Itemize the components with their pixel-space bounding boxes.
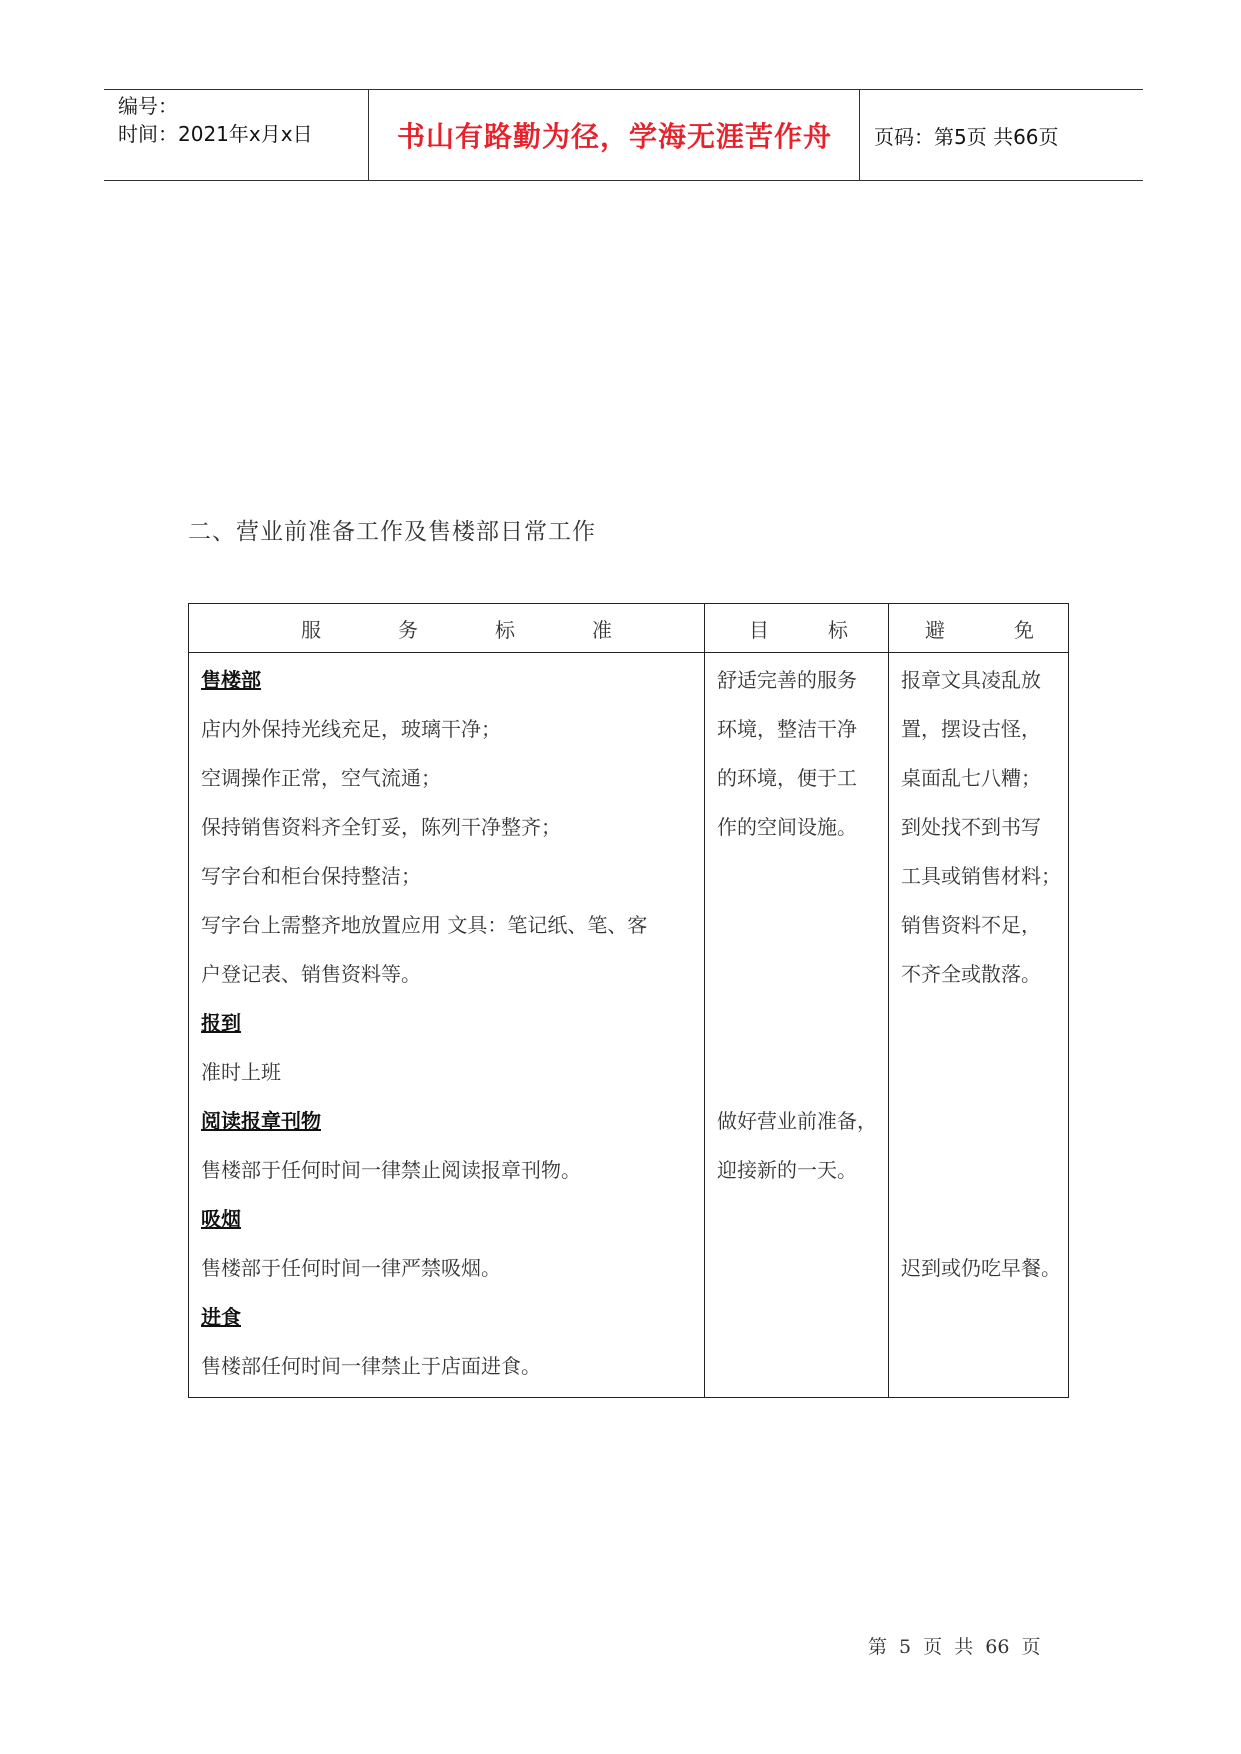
- header-char: 服: [301, 617, 321, 642]
- header-char: 避: [925, 617, 945, 642]
- text-line: 工具或销售材料；: [901, 864, 1061, 888]
- text-line: 迎接新的一天。: [717, 1158, 857, 1182]
- header-divider: [859, 90, 860, 180]
- text-line: 的环境，便于工: [717, 766, 857, 790]
- number-label: 编号：: [118, 94, 178, 118]
- text-line: 售楼部任何时间一律禁止于店面进食。: [201, 1354, 541, 1378]
- text-line: 准时上班: [201, 1060, 281, 1084]
- table-row: [189, 653, 1069, 1398]
- text-line: 写字台上需整齐地放置应用 文具：笔记纸、笔、客: [201, 913, 648, 937]
- text-line: 销售资料不足，: [901, 913, 1041, 937]
- header-char: 标: [495, 617, 515, 642]
- text-line: 空调操作正常，空气流通；: [201, 766, 441, 790]
- text-line: 迟到或仍吃早餐。: [901, 1256, 1061, 1280]
- text-line: 不齐全或散落。: [901, 962, 1041, 986]
- section-title: 二、营业前准备工作及售楼部日常工作: [188, 519, 596, 545]
- text-line: 售楼部于任何时间一律禁止阅读报章刊物。: [201, 1158, 581, 1182]
- subsection-heading: 售楼部: [201, 668, 261, 692]
- text-line: 店内外保持光线充足，玻璃干净；: [201, 717, 501, 741]
- time-label: 时间：2021年x月x日: [118, 122, 313, 146]
- header-char: 准: [592, 617, 612, 642]
- header-avoid: [889, 604, 1069, 653]
- table-header-row: [189, 604, 1069, 653]
- text-line: 置，摆设古怪，: [901, 717, 1041, 741]
- text-line: 保持销售资料齐全钉妥，陈列干净整齐；: [201, 815, 561, 839]
- service-standards-table: [188, 603, 1069, 1398]
- text-line: 户登记表、销售资料等。: [201, 962, 421, 986]
- header-page-code: 页码：第5页 共66页: [874, 124, 1059, 149]
- text-line: 做好营业前准备，: [717, 1109, 877, 1133]
- subsection-heading: 吸烟: [201, 1207, 241, 1231]
- header-char: 免: [1014, 617, 1034, 642]
- text-line: 到处找不到书写: [901, 815, 1041, 839]
- text-line: 桌面乱七八糟；: [901, 766, 1041, 790]
- text-line: 售楼部于任何时间一律严禁吸烟。: [201, 1256, 501, 1280]
- header-divider: [368, 90, 369, 180]
- subsection-heading: 进食: [201, 1305, 241, 1329]
- text-line: 舒适完善的服务: [717, 668, 857, 692]
- text-line: 作的空间设施。: [717, 815, 857, 839]
- standards-cell: [189, 653, 705, 1398]
- text-line: 环境，整洁干净: [717, 717, 857, 741]
- header-char: 目: [749, 617, 769, 642]
- subsection-heading: 阅读报章刊物: [201, 1109, 321, 1133]
- text-line: 写字台和柜台保持整洁；: [201, 864, 421, 888]
- subsection-heading: 报到: [201, 1011, 241, 1035]
- document-header: [104, 89, 1143, 181]
- header-char: 务: [398, 617, 418, 642]
- avoid-cell: [889, 653, 1069, 1398]
- goal-cell: [705, 653, 889, 1398]
- header-meta: [118, 92, 368, 148]
- page-footer: 第 5 页 共 66 页: [868, 1636, 1041, 1658]
- header-motto: 书山有路勤为径，学海无涯苦作舟: [396, 120, 832, 153]
- header-goal: [705, 604, 889, 653]
- header-service-standard: [189, 604, 705, 653]
- header-char: 标: [828, 617, 848, 642]
- text-line: 报章文具凌乱放: [901, 668, 1041, 692]
